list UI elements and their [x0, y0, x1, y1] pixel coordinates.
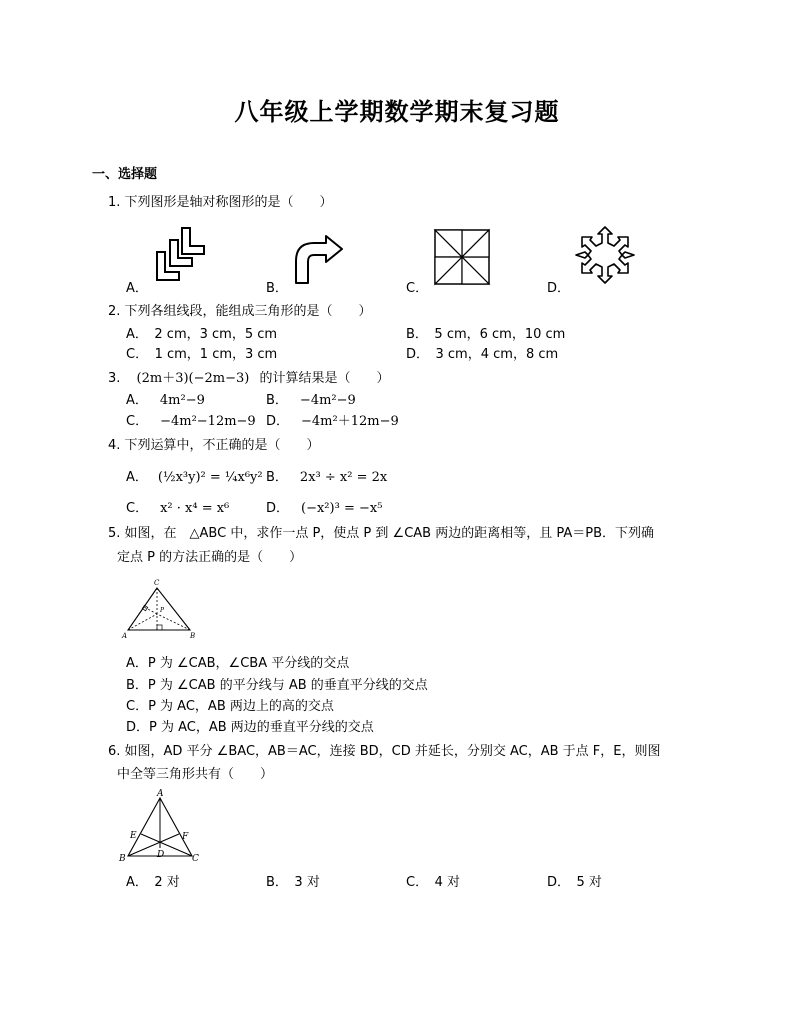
vertex-b-label: B	[119, 854, 126, 864]
vertex-a-label: A	[157, 789, 164, 799]
l-shaped-steps-figure	[152, 226, 208, 284]
question-1-stem: 1. 下列图形是轴对称图形的是（ ）	[108, 195, 333, 210]
question-3-option-b: B． −4m²−9	[266, 393, 356, 408]
question-5-option-b: B．P 为 ∠CAB 的平分线与 AB 的垂直平分线的交点	[126, 678, 428, 693]
question-5-option-a: A．P 为 ∠CAB，∠CBA 平分线的交点	[126, 656, 350, 671]
curved-arrow-figure	[290, 235, 346, 285]
question-3-expression: (2m＋3)(−2m−3)	[136, 371, 250, 386]
question-5-stem-line1: 5. 如图，在 △ABC 中，求作一点 P，使点 P 到 ∠CAB 两边的距离相等，且 PA＝PB．下列确	[108, 526, 655, 541]
point-e-label: E	[130, 831, 137, 841]
question-1-option-b: B．	[266, 281, 288, 296]
triangle-abc-figure	[120, 578, 200, 640]
question-1-option-a: A．	[126, 281, 148, 296]
section-heading: 一、选择题	[92, 167, 158, 182]
vertex-c-label: C	[154, 579, 160, 587]
question-1-option-d: D．	[547, 281, 571, 296]
question-3-stem	[108, 371, 390, 387]
vertex-a-label: A	[122, 632, 128, 640]
question-4-option-b: B． 2x³ ÷ x² = 2x	[266, 470, 388, 485]
question-2-option-a: A． 2 cm，3 cm，5 cm	[126, 327, 278, 342]
question-2-stem: 2. 下列各组线段，能组成三角形的是（ ）	[108, 304, 372, 319]
point-f-label: F	[182, 832, 189, 842]
question-4-option-d: D． (−x²)³ = −x⁵	[266, 501, 383, 516]
question-5-option-c: C．P 为 AC，AB 两边上的高的交点	[126, 699, 334, 714]
question-2-option-d: D． 3 cm，4 cm，8 cm	[406, 347, 559, 362]
question-5-stem-line2: 定点 P 的方法正确的是（ ）	[117, 550, 303, 565]
vertex-c-label: C	[192, 854, 199, 864]
question-6-stem-line1: 6. 如图，AD 平分 ∠BAC，AB＝AC，连接 BD，CD 并延长，分别交 AC，AB 于点 F，E，则图	[108, 744, 661, 759]
question-4-option-a: A． (½x³y)² = ¼x⁶y²	[126, 470, 263, 485]
triangle-abcdef-figure	[116, 790, 204, 864]
question-3-number: 3.	[108, 371, 121, 386]
question-3-option-a: A． 4m²−9	[126, 393, 205, 408]
question-4-option-c: C． x² · x⁴ = x⁶	[126, 501, 230, 516]
question-4-stem: 4. 下列运算中，不正确的是（ ）	[108, 438, 320, 453]
point-d-label: D	[157, 850, 165, 860]
vertex-b-label: B	[190, 632, 196, 640]
pinwheel-figure	[433, 228, 491, 286]
question-2-option-b: B． 5 cm，6 cm，10 cm	[406, 327, 566, 342]
question-6-option-c: C． 4 对	[406, 875, 460, 890]
four-arrow-star-figure	[574, 226, 636, 284]
question-6-stem-line2: 中全等三角形共有（ ）	[117, 767, 274, 782]
question-3-option-d: D． −4m²＋12m−9	[266, 414, 399, 429]
question-3-tail: 的计算结果是（ ）	[259, 371, 390, 386]
page-title: 八年级上学期数学期末复习题	[234, 98, 560, 126]
question-3-option-c: C． −4m²−12m−9	[126, 414, 256, 429]
point-p-label: P	[160, 607, 165, 614]
question-2-option-c: C． 1 cm，1 cm，3 cm	[126, 347, 278, 362]
question-5-option-d: D．P 为 AC，AB 两边的垂直平分线的交点	[126, 720, 374, 735]
question-6-option-b: B． 3 对	[266, 875, 320, 890]
question-6-option-a: A． 2 对	[126, 875, 180, 890]
question-6-option-d: D． 5 对	[547, 875, 602, 890]
question-1-option-c: C．	[406, 281, 429, 296]
